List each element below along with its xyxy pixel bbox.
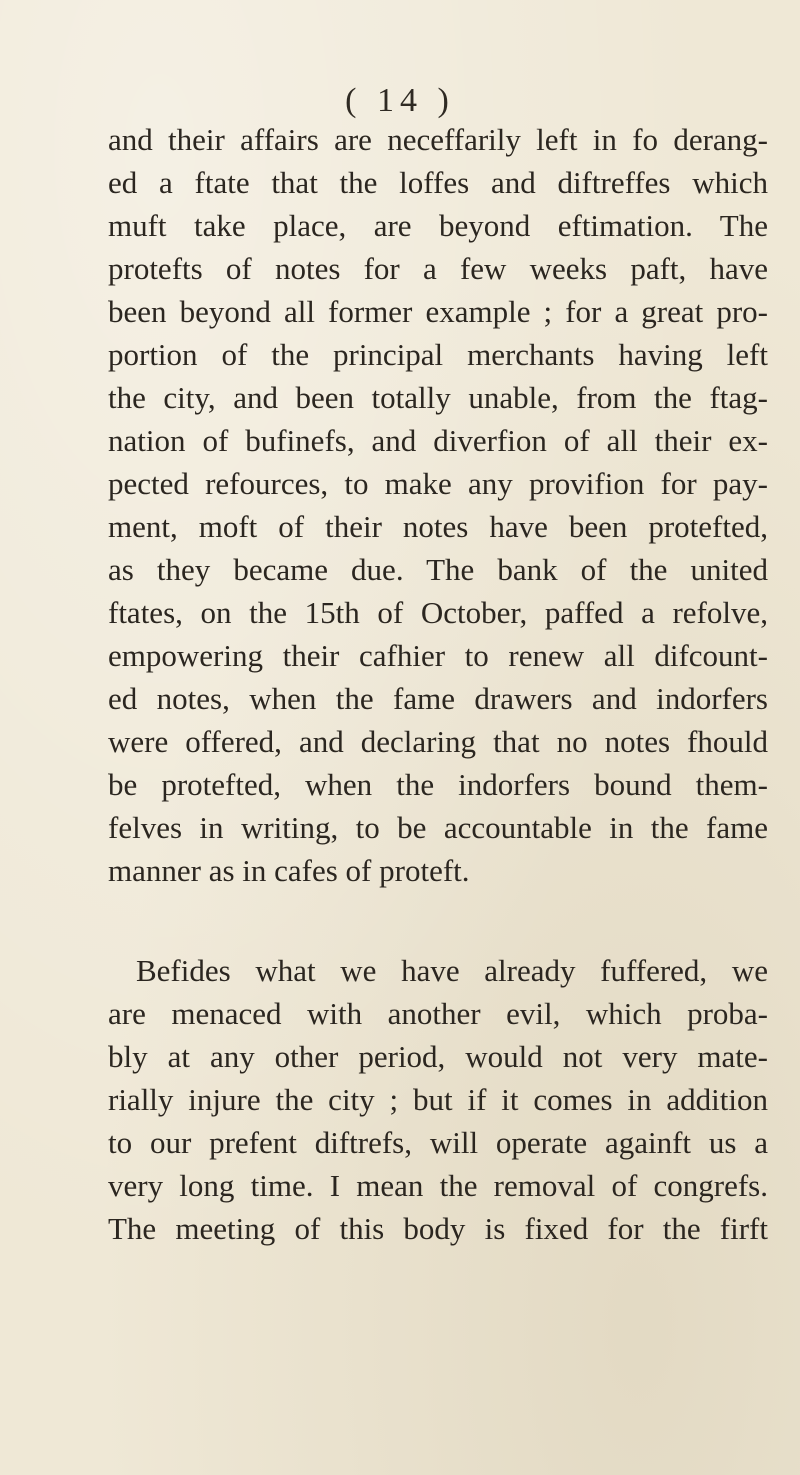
text-line: as they became due. The bank of the united [108, 552, 768, 587]
text-line: bly at any other period, would not very mate- [108, 1039, 768, 1074]
text-line: The meeting of this body is fixed for the firft [108, 1211, 768, 1246]
text-line: felves in writing, to be accountable in the fame [108, 810, 768, 845]
text-line: pected refources, to make any provifion for pay- [108, 466, 768, 501]
paragraph-1 [108, 118, 768, 892]
text-line: ed notes, when the fame drawers and indorfers [108, 681, 768, 716]
text-line: are menaced with another evil, which proba- [108, 996, 768, 1031]
body-text [108, 118, 768, 1250]
text-line: ment, moft of their notes have been protefted, [108, 509, 768, 544]
text-line: be protefted, when the indorfers bound them- [108, 767, 768, 802]
text-line: Befides what we have already fuffered, we [136, 953, 768, 988]
text-line: and their affairs are neceffarily left in fo derang- [108, 122, 768, 157]
page-number: ( 14 ) [345, 82, 455, 119]
paragraph-2 [108, 949, 768, 1250]
text-line: ftates, on the 15th of October, paffed a refolve, [108, 595, 768, 630]
text-line: portion of the principal merchants having left [108, 337, 768, 372]
text-line: protefts of notes for a few weeks paft, have [108, 251, 768, 286]
paragraph-gap [108, 892, 768, 949]
text-line: to our prefent diftrefs, will operate againft us a [108, 1125, 768, 1160]
text-line: empowering their cafhier to renew all difcount- [108, 638, 768, 673]
text-line: manner as in cafes of proteft. [108, 853, 470, 888]
text-line: ed a ftate that the loffes and diftreffes which [108, 165, 768, 200]
text-line: been beyond all former example ; for a great pro- [108, 294, 768, 329]
text-line: nation of bufinefs, and diverfion of all their ex- [108, 423, 768, 458]
text-line: rially injure the city ; but if it comes in addition [108, 1082, 768, 1117]
text-line: were offered, and declaring that no notes fhould [108, 724, 768, 759]
text-line: very long time. I mean the removal of congrefs. [108, 1168, 768, 1203]
text-line: muft take place, are beyond eftimation. The [108, 208, 768, 243]
text-line: the city, and been totally unable, from the ftag- [108, 380, 768, 415]
